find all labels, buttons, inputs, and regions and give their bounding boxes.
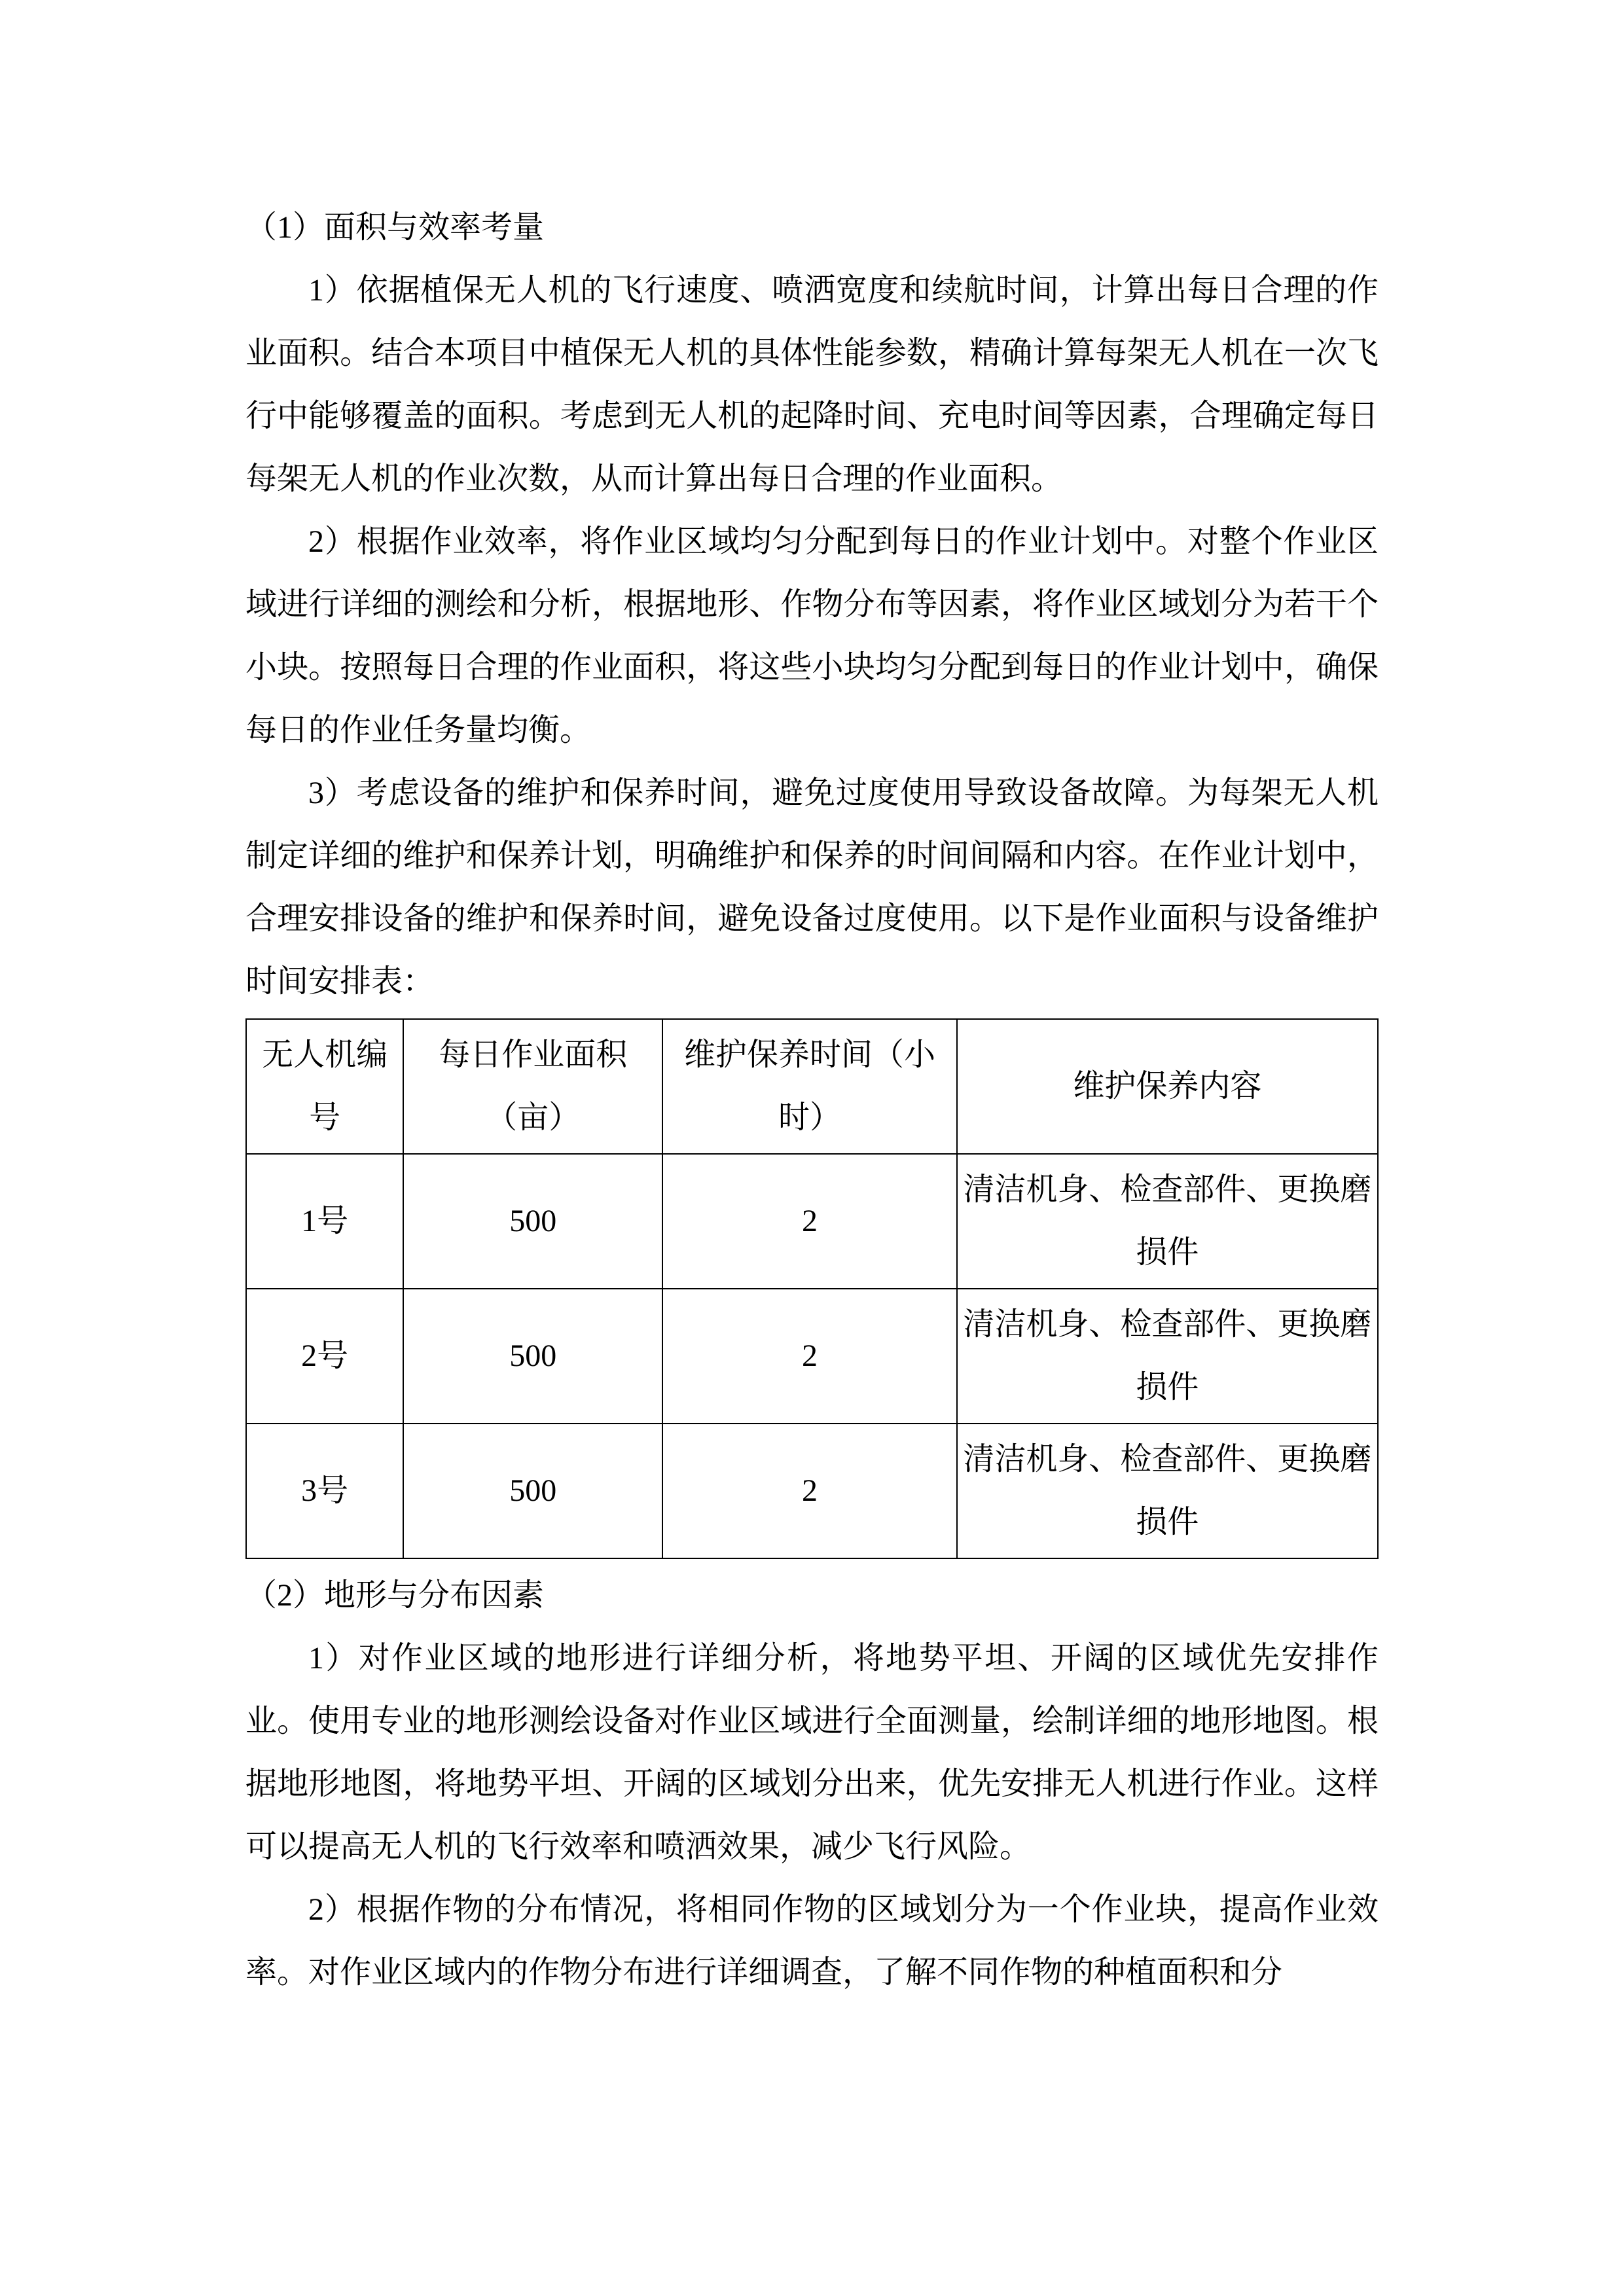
- table-header-cell-maintenance-content: 维护保养内容: [957, 1019, 1378, 1154]
- paragraph-daily-area: 1）依据植保无人机的飞行速度、喷洒宽度和续航时间，计算出每日合理的作业面积。结合本项目中植保无人机的具体性能参数，精确计算每架无人机在一次飞行中能够覆盖的面积。考虑到无人机的起降时间、充电时间等因素，合理确定每日每架无人机的作业次数，从而计算出每日合理的作业面积。: [245, 273, 1379, 496]
- table-header-cell-maintenance-time: 维护保养时间（小时）: [662, 1019, 957, 1154]
- table-cell-daily-area: 500: [403, 1289, 662, 1424]
- section-heading-terrain-distribution: （2）地形与分布因素: [245, 1578, 545, 1613]
- table-cell-maintenance-content: 清洁机身、检查部件、更换磨损件: [957, 1154, 1378, 1289]
- table-cell-maintenance-content: 清洁机身、检查部件、更换磨损件: [957, 1289, 1378, 1424]
- table-cell-drone-id: 3号: [246, 1424, 403, 1558]
- table-cell-daily-area: 500: [403, 1424, 662, 1558]
- table-cell-maintenance-content: 清洁机身、检查部件、更换磨损件: [957, 1424, 1378, 1558]
- table-cell-drone-id: 2号: [246, 1289, 403, 1424]
- maintenance-schedule-table: [245, 1018, 1379, 1559]
- table-row: [246, 1154, 1378, 1289]
- table-header-cell-daily-area: 每日作业面积（亩）: [403, 1019, 662, 1154]
- table-cell-maintenance-time: 2: [662, 1154, 957, 1289]
- paragraph-maintenance-plan: 3）考虑设备的维护和保养时间，避免过度使用导致设备故障。为每架无人机制定详细的维护和保养计划，明确维护和保养的时间间隔和内容。在作业计划中，合理安排设备的维护和保养时间，避免设备过度使用。以下是作业面积与设备维护时间安排表：: [245, 776, 1379, 999]
- table-row: [246, 1289, 1378, 1424]
- table-cell-drone-id: 1号: [246, 1154, 403, 1289]
- table-cell-maintenance-time: 2: [662, 1424, 957, 1558]
- paragraph-terrain-analysis: 1）对作业区域的地形进行详细分析，将地势平坦、开阔的区域优先安排作业。使用专业的地形测绘设备对作业区域进行全面测量，绘制详细的地形地图。根据地形地图，将地势平坦、开阔的区域划分出来，优先安排无人机进行作业。这样可以提高无人机的飞行效率和喷洒效果，减少飞行风险。: [245, 1641, 1379, 1864]
- table-cell-daily-area: 500: [403, 1154, 662, 1289]
- table-cell-maintenance-time: 2: [662, 1289, 957, 1424]
- section-heading-area-efficiency: （1）面积与效率考量: [245, 210, 545, 245]
- paragraph-crop-distribution: 2）根据作物的分布情况，将相同作物的区域划分为一个作业块，提高作业效率。对作业区域内的作物分布进行详细调查，了解不同作物的种植面积和分: [245, 1892, 1379, 1990]
- table-header-row: [246, 1019, 1378, 1154]
- table-header-cell-drone-id: 无人机编号: [246, 1019, 403, 1154]
- paragraph-work-distribution: 2）根据作业效率，将作业区域均匀分配到每日的作业计划中。对整个作业区域进行详细的测绘和分析，根据地形、作物分布等因素，将作业区域划分为若干个小块。按照每日合理的作业面积，将这些小块均匀分配到每日的作业计划中，确保每日的作业任务量均衡。: [245, 524, 1379, 747]
- table-row: [246, 1424, 1378, 1558]
